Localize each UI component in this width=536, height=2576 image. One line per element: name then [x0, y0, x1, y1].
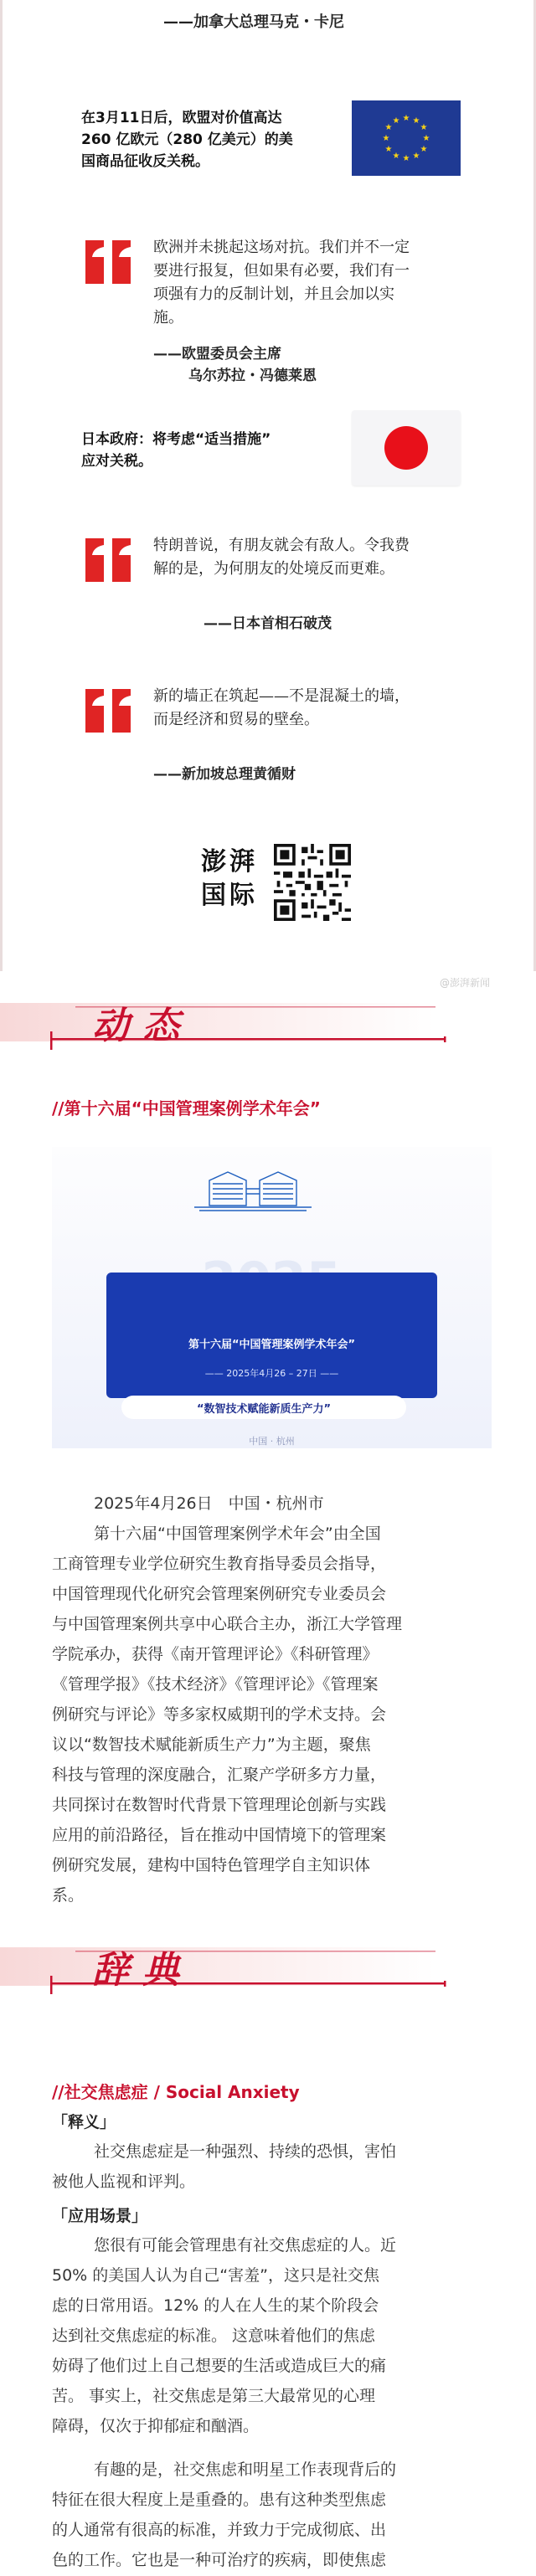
svg-text:★: ★: [392, 152, 400, 161]
news-line: 系。: [52, 1886, 85, 1905]
definition-line: 被他人监视和评判。: [52, 2172, 196, 2191]
eu-quote-line: 要进行报复，但如果有必要，我们有一: [153, 262, 410, 280]
japan-quote: [153, 534, 463, 581]
eu-statement-line: 国商品征收反关税。: [81, 153, 209, 170]
svg-text:★: ★: [412, 152, 420, 161]
application-label: 「应用场景」: [52, 2207, 148, 2225]
logo-line: 国际: [201, 881, 258, 910]
application-line: 障碍，仅次于抑郁症和酗酒。: [52, 2417, 260, 2435]
watermark: @澎湃新闻: [440, 977, 491, 989]
svg-text:★: ★: [422, 134, 430, 143]
eu-quote-line: 项强有力的反制计划，并且会加以实: [153, 285, 394, 303]
eu-statement: [81, 107, 316, 172]
svg-text:★: ★: [382, 134, 390, 143]
japan-statement-line: 应对关税。: [81, 453, 152, 470]
japan-sun-icon: [352, 410, 461, 486]
news-line: 例研究与评论》等多家权威期刊的学术支持。会: [52, 1705, 387, 1724]
svg-text:★: ★: [384, 145, 393, 154]
paragraph-line: 有趣的是，社交焦虑和明星工作表现背后的: [94, 2460, 397, 2479]
poster-theme: “数智技术赋能新质生产力”: [121, 1396, 406, 1419]
dictionary-banner-title: 辞典: [92, 1949, 193, 1992]
canada-attribution: ——加拿大总理马克・卡尼: [163, 13, 344, 31]
eu-stars-icon: [352, 100, 461, 176]
eu-speaker-line: ——欧盟委员会主席: [153, 346, 281, 362]
definition-label: 「释义」: [52, 2113, 116, 2131]
japan-flag-image: [352, 410, 461, 486]
application-line: 妨碍了他们过上自己想要的生活或造成巨大的痛: [52, 2357, 387, 2375]
news-line: 《管理学报》《技术经济》《管理评论》《管理案: [52, 1675, 379, 1694]
qr-code-icon: [274, 844, 351, 921]
news-line: 议以“数智技术赋能新质生产力”为主题，聚焦: [52, 1735, 371, 1754]
application-line: 您很有可能会管理患有社交焦虑症的人。近: [94, 2236, 397, 2255]
svg-text:★: ★: [402, 114, 410, 123]
svg-text:★: ★: [402, 154, 410, 163]
definition-text: [52, 2136, 492, 2197]
application-line: 虑的日常用语。12% 的人在人生的某个阶段会: [52, 2296, 379, 2315]
eu-statement-line: 260 亿欧元（280 亿美元）的美: [81, 131, 293, 148]
eu-quote: [153, 236, 463, 330]
news-line: 与中国管理案例共享中心联合主办，浙江大学管理: [52, 1615, 403, 1633]
news-line: 学院承办，获得《南开管理评论》《科研管理》: [52, 1645, 379, 1663]
news-line: 科技与管理的深度融合，汇聚产学研多方力量，: [52, 1766, 387, 1784]
thepaper-intl-logo: [201, 846, 258, 913]
news-dateline: 2025年4月26日 中国・杭州市: [94, 1494, 324, 1513]
quote-mark-icon: [82, 538, 136, 582]
singapore-quote-line: 而是经济和贸易的壁垒。: [153, 711, 319, 728]
eu-speaker: [153, 343, 317, 387]
svg-text:★: ★: [420, 123, 428, 132]
news-line: 中国管理现代化研究会管理案例研究专业委员会: [52, 1585, 387, 1603]
svg-text:★: ★: [392, 116, 400, 126]
news-body: [52, 1489, 492, 1910]
application-line: 苦。 事实上，社交焦虑是第三大最常见的心理: [52, 2387, 376, 2405]
paragraph-line: 特征在很大程度上是重叠的。患有这种类型焦虑: [52, 2491, 387, 2509]
singapore-speaker: ——新加坡总理黄循财: [153, 766, 296, 783]
definition-line: 社交焦虑症是一种强烈、持续的恐惧，害怕: [94, 2142, 397, 2161]
news-line: 第十六届“中国管理案例学术年会”由全国: [94, 1525, 381, 1543]
news-section-banner: [0, 988, 536, 1072]
dictionary-section-banner: [0, 1934, 536, 2018]
japan-quote-line: 特朗普说，有朋友就会有敌人。令我费: [153, 537, 410, 554]
svg-text:★: ★: [420, 145, 428, 154]
japan-speaker: ——日本首相石破茂: [204, 615, 332, 632]
singapore-quote: [153, 685, 463, 732]
second-paragraph: [52, 2455, 492, 2575]
eu-flag-image: [352, 100, 461, 176]
japan-statement-line: 日本政府：将考虑“适当措施”: [81, 431, 271, 448]
poster-location: 中国 · 杭州: [249, 1436, 295, 1447]
news-line: 工商管理专业学位研究生教育指导委员会指导，: [52, 1555, 387, 1573]
eu-speaker-line: 乌尔苏拉・冯德莱恩: [188, 368, 317, 384]
paragraph-line: 的人通常有很高的标准，并致力于完成彻底、出: [52, 2521, 387, 2539]
eu-quote-line: 施。: [153, 309, 183, 326]
eu-quote-line: 欧洲并未挑起这场对抗。我们并不一定: [153, 239, 410, 256]
application-text: [52, 2230, 492, 2441]
application-line: 50% 的美国人认为自己“害羞”，这只是社交焦: [52, 2266, 379, 2285]
svg-text:★: ★: [412, 116, 420, 126]
news-line: 应用的前沿路径，旨在推动中国情境下的管理案: [52, 1826, 387, 1844]
japan-statement: [81, 429, 332, 472]
singapore-quote-line: 新的墙正在筑起——不是混凝土的墙，: [153, 687, 410, 705]
application-line: 达到社交焦虑症的标准。 这意味着他们的焦虑: [52, 2327, 376, 2345]
news-heading: //第十六届“中国管理案例学术年会”: [52, 1098, 321, 1118]
news-line: 共同探讨在数智时代背景下管理理论创新与实践: [52, 1796, 387, 1814]
poster-title: 第十六届“中国管理案例学术年会”: [188, 1339, 356, 1351]
svg-text:★: ★: [384, 123, 393, 132]
quote-mark-icon: [82, 689, 136, 733]
news-line: 例研究发展，建构中国特色管理学自主知识体: [52, 1856, 371, 1874]
quote-mark-icon: [82, 240, 136, 284]
news-banner-title: 动态: [92, 1005, 193, 1047]
japan-quote-line: 解的是，为何朋友的处境反而更难。: [153, 560, 394, 578]
dictionary-heading: //社交焦虑症 / Social Anxiety: [52, 2082, 300, 2102]
poster-date: —— 2025年4月26 – 27日 ——: [204, 1368, 339, 1379]
logo-line: 澎湃: [201, 847, 258, 877]
paragraph-line: 色的工作。它也是一种可治疗的疾病，即使焦虑: [52, 2551, 387, 2569]
eu-statement-line: 在3月11日后，欧盟对价值高达: [81, 110, 282, 126]
